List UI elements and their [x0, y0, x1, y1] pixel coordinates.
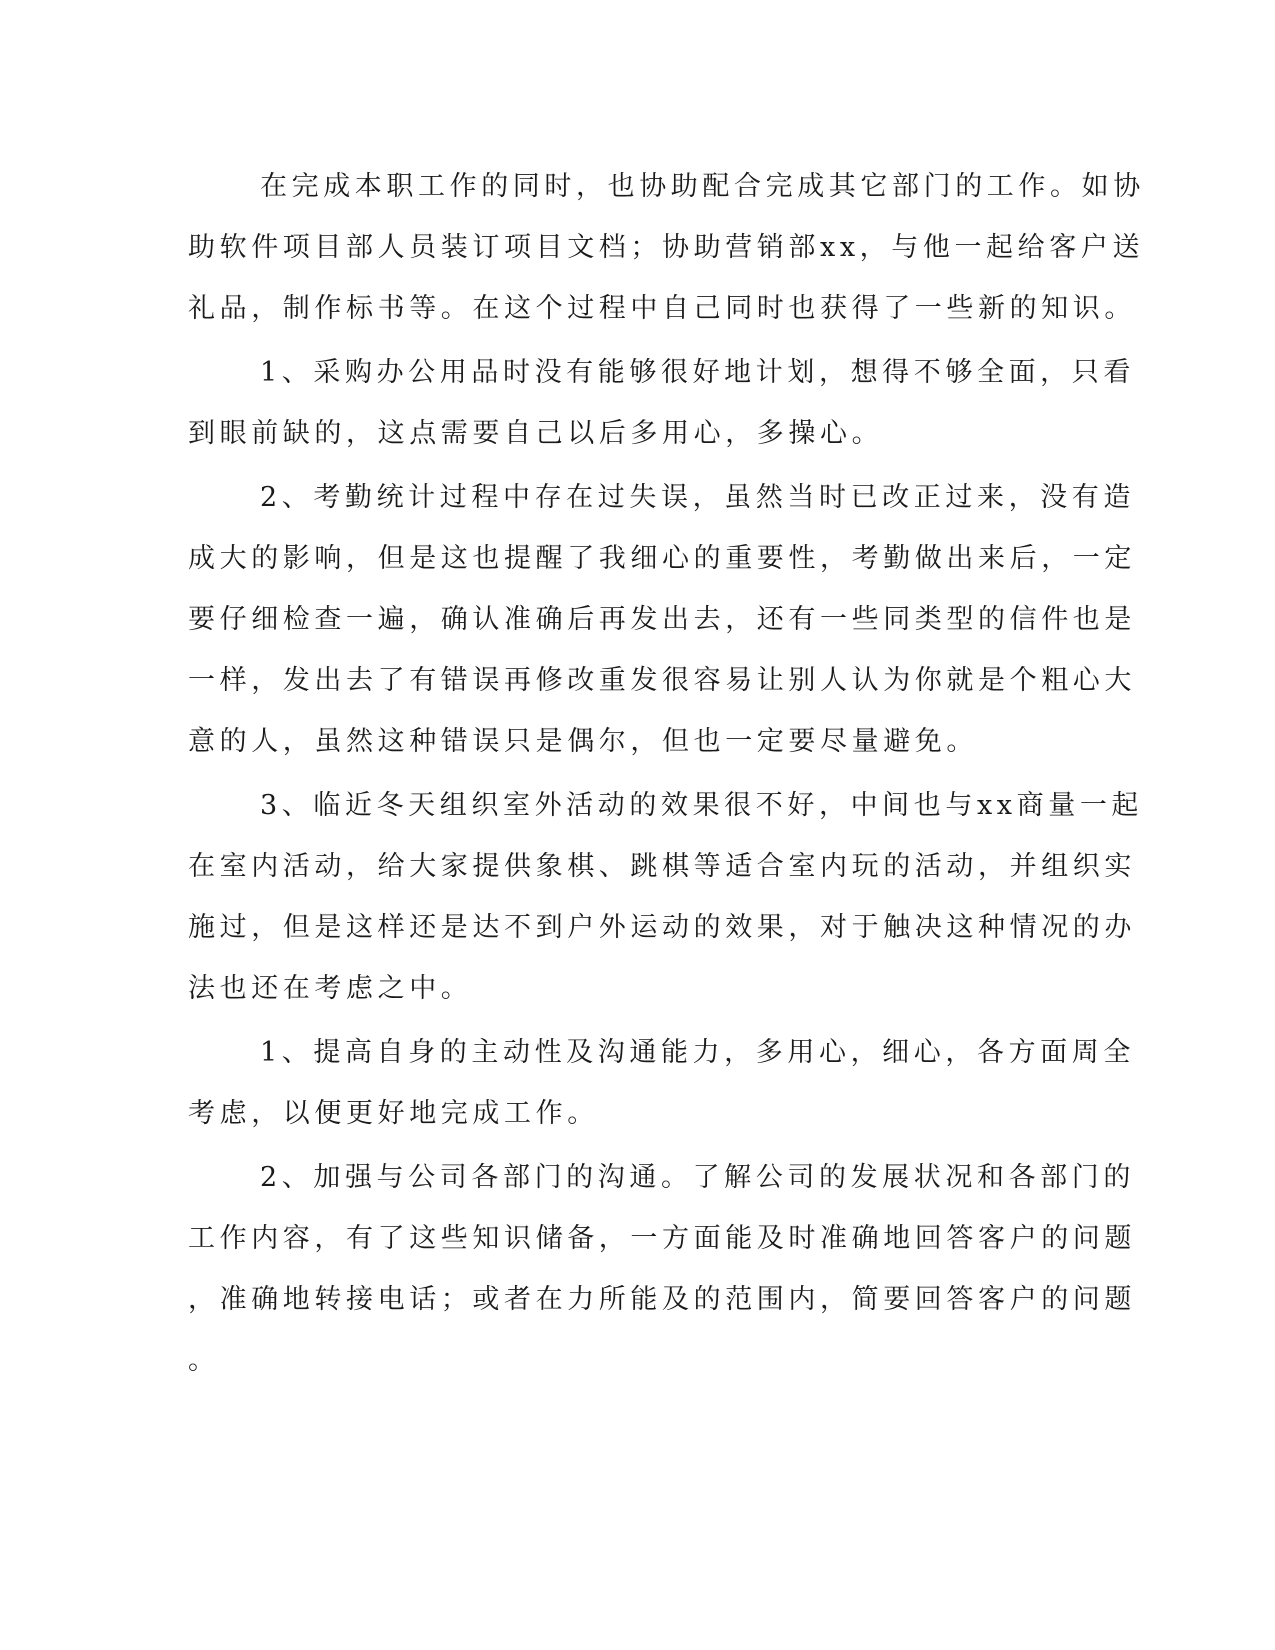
text-line: 施过，但是这样还是达不到户外运动的效果，对于触决这种情况的办	[188, 912, 1136, 943]
text-line: 礼品，制作标书等。在这个过程中自己同时也获得了一些新的知识。	[188, 293, 1136, 324]
text-line: 1、提高自身的主动性及沟通能力，多用心，细心，各方面周全	[260, 1037, 1135, 1068]
text-line: ，准确地转接电话；或者在力所能及的范围内，简要回答客户的问题	[188, 1284, 1136, 1315]
paragraph-plan-2-communication	[188, 1147, 1136, 1391]
paragraph-item-2-attendance	[188, 467, 1136, 772]
text-line: 2、考勤统计过程中存在过失误，虽然当时已改正过来，没有造	[260, 482, 1135, 513]
paragraph-plan-1-initiative	[188, 1022, 1135, 1144]
text-line: 2、加强与公司各部门的沟通。了解公司的发展状况和各部门的	[260, 1162, 1135, 1193]
paragraph-intro	[188, 156, 1145, 339]
text-line: 工作内容，有了这些知识储备，一方面能及时准确地回答客户的问题	[188, 1223, 1136, 1254]
text-line: 助软件项目部人员装订项目文档；协助营销部xx，与他一起给客户送	[188, 232, 1145, 263]
text-line: 3、临近冬天组织室外活动的效果很不好，中间也与xx商量一起	[260, 790, 1144, 821]
document-body	[188, 156, 1145, 1394]
text-line: 在完成本职工作的同时，也协助配合完成其它部门的工作。如协	[260, 171, 1145, 202]
text-line: 1、采购办公用品时没有能够很好地计划，想得不够全面，只看	[260, 357, 1135, 388]
paragraph-item-1-purchasing	[188, 342, 1135, 464]
text-line: 要仔细检查一遍，确认准确后再发出去，还有一些同类型的信件也是	[188, 604, 1136, 635]
text-line: 法也还在考虑之中。	[188, 973, 473, 1004]
text-line: 一样，发出去了有错误再修改重发很容易让别人认为你就是个粗心大	[188, 665, 1136, 696]
text-line: 成大的影响，但是这也提醒了我细心的重要性，考勤做出来后，一定	[188, 543, 1136, 574]
text-line: 在室内活动，给大家提供象棋、跳棋等适合室内玩的活动，并组织实	[188, 851, 1136, 882]
paragraph-item-3-activities	[188, 775, 1144, 1019]
text-line: 。	[188, 1345, 220, 1376]
text-line: 到眼前缺的，这点需要自己以后多用心，多操心。	[188, 418, 884, 449]
text-line: 考虑，以便更好地完成工作。	[188, 1098, 599, 1129]
text-line: 意的人，虽然这种错误只是偶尔，但也一定要尽量避免。	[188, 726, 978, 757]
